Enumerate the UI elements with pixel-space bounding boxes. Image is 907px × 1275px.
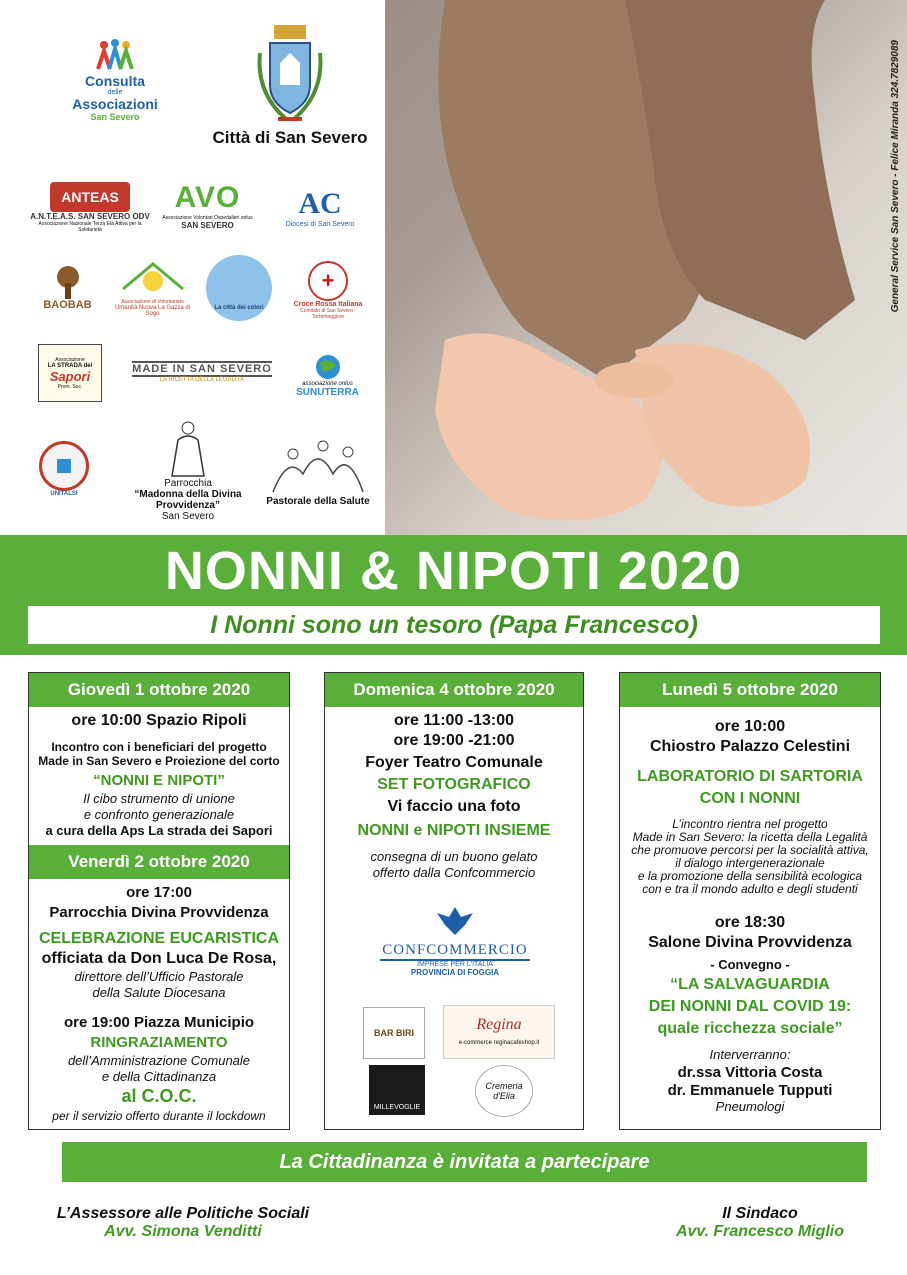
day2-note: dell’Amministrazione Comunale <box>67 1053 251 1068</box>
logo-text: UNITALSI <box>50 491 78 497</box>
signature-name: Avv. Francesco Miglio <box>675 1223 845 1240</box>
logo-text: Pastorale della Salute <box>266 495 370 507</box>
day5-note: con e tra il mondo adulto e degli studenti <box>642 882 858 896</box>
logo-text: AVO <box>174 180 241 214</box>
day2-time: ore 17:00 <box>126 884 192 901</box>
day4-event: SET FOTOGRAFICO <box>377 776 531 793</box>
hands-illustration <box>385 0 907 535</box>
day2-note: per il servizio offerto durante il lockdown <box>52 1109 266 1123</box>
day5-note: che promuove percorsi per la socialità attiva, <box>631 843 869 857</box>
logo-text: associazione onlus <box>302 380 353 387</box>
gazza-logo <box>110 255 195 320</box>
logo-text: BAOBAB <box>43 299 92 311</box>
day4-event2: NONNI e NIPOTI INSIEME <box>357 822 551 839</box>
day2-place: Parrocchia Divina Provvidenza <box>49 904 269 921</box>
logo-text: delle <box>107 88 123 96</box>
day1-time: ore 10:00 Spazio Ripoli <box>71 712 247 729</box>
logo-text: Associazione <box>55 356 85 363</box>
day1-desc: Incontro con i beneficiari del progetto <box>51 740 267 754</box>
invitation-band <box>62 1142 867 1182</box>
subtitle: I Nonni sono un tesoro (Papa Francesco) <box>210 610 698 639</box>
hands-photo <box>385 0 907 535</box>
column-day4 <box>324 672 584 1130</box>
day4-note: offerto dalla Confcommercio <box>372 865 536 880</box>
signature-role: L’Assessore alle Politiche Sociali <box>56 1205 310 1222</box>
unitalsi-badge <box>39 441 89 491</box>
day1-note: Il cibo strumento di unione <box>83 791 235 806</box>
day1-event: “NONNI E NIPOTI” <box>93 772 225 789</box>
photo-credit: General Service San Severo - Felice Miranda 324.7829089 <box>890 40 901 313</box>
day4-place: Foyer Teatro Comunale <box>365 754 543 771</box>
day4-desc: Vi faccio una foto <box>387 798 521 815</box>
day1-desc: Made in San Severo e Proiezione del corto <box>38 754 280 768</box>
day2-desc: officiata da Don Luca De Rosa, <box>41 950 277 967</box>
sunuterra-logo <box>290 345 365 405</box>
logo-text: Umanità Nuova La Gazza di Sogo <box>114 304 191 317</box>
red-cross-icon: + <box>308 261 348 301</box>
logo-text: IMPRESE PER L'ITALIA <box>417 961 493 968</box>
day5-time2: ore 18:30 <box>714 914 786 931</box>
day5-event: CON I NONNI <box>699 790 801 807</box>
logo-text: AC <box>298 186 342 220</box>
eagle-icon <box>435 903 475 937</box>
day2-note: della Salute Diocesana <box>92 985 226 1000</box>
day5-event2: DEI NONNI DAL COVID 19: <box>648 998 852 1015</box>
signature-name: Avv. Simona Venditti <box>104 1223 262 1240</box>
unitalsi-logo <box>28 440 100 498</box>
people-icon <box>96 39 134 73</box>
logo-text: Prom. Soc. <box>57 383 83 390</box>
azione-cattolica-logo <box>280 178 360 236</box>
logo-text: MADE IN SAN SEVERO <box>132 363 272 375</box>
logo-text: Consulta <box>85 72 145 89</box>
invitation-text: La Cittadinanza è invitata a partecipare <box>279 1150 650 1173</box>
day2-event2: RINGRAZIAMENTO <box>90 1034 228 1051</box>
logo-text: PROVINCIA DI FOGGIA <box>410 968 500 977</box>
day4-time: ore 19:00 -21:00 <box>393 732 515 749</box>
baobab-logo <box>30 258 105 318</box>
avo-logo <box>160 172 255 238</box>
logo-text: Parrocchia <box>164 477 212 489</box>
logo-text: Associazione Nazionale Terza Età Attiva per la Solidarietà <box>38 221 142 233</box>
confcommercio-logo <box>380 903 530 983</box>
consulta-associazioni-logo <box>45 35 185 125</box>
column-day1-day2 <box>28 672 290 1130</box>
logo-text: ANTEAS <box>50 182 130 212</box>
day1-organizer: a cura della Aps La strada dei Sapori <box>45 823 273 838</box>
logo-text: SAN SEVERO <box>181 220 234 230</box>
day2-event: CELEBRAZIONE EUCARISTICA <box>38 930 279 947</box>
citta-dei-colori-logo <box>203 255 275 321</box>
city-name: Città di San Severo <box>212 127 368 147</box>
day5-event2: “LA SALVAGUARDIA <box>670 976 830 993</box>
logo-text: e-commerce reginacafeshop.it <box>458 1040 540 1046</box>
day5-convegno: - Convegno - <box>710 957 790 972</box>
logo-text: Associazioni <box>72 95 158 112</box>
made-in-san-severo-logo <box>132 355 272 389</box>
day5-place: Chiostro Palazzo Celestini <box>649 738 851 755</box>
logo-text: Diocesi di San Severo <box>285 220 355 228</box>
logo-text: Croce Rossa Italiana <box>293 300 363 308</box>
logo-text: CONFCOMMERCIO <box>380 942 530 961</box>
day1-header: Giovedì 1 ottobre 2020 <box>29 673 289 707</box>
citta-san-severo-logo <box>205 10 375 160</box>
day5-note: il dialogo intergenerazionale <box>675 856 825 870</box>
millevoglie-logo: MILLEVOGLIE <box>369 1065 425 1115</box>
subtitle-box <box>28 606 880 644</box>
day2-header: Venerdì 2 ottobre 2020 <box>29 845 289 879</box>
page-title: NONNI & NIPOTI 2020 <box>164 541 743 601</box>
bar-biri-logo: BAR BIRI <box>363 1007 425 1059</box>
croce-rossa-logo <box>288 258 368 322</box>
logo-text: “Madonna della Divina Provvidenza” <box>134 488 242 511</box>
day5-speaker: dr. Emmanuele Tupputi <box>667 1082 833 1099</box>
partner-logos-panel <box>0 0 385 535</box>
globe-icon <box>310 353 346 381</box>
logo-text: Sapori <box>49 368 91 384</box>
day5-place2: Salone Divina Provvidenza <box>648 934 852 951</box>
day2-coc: al C.O.C. <box>121 1086 197 1106</box>
day5-note: e la promozione della sensibilità ecologica <box>637 869 863 883</box>
day4-time: ore 11:00 -13:00 <box>393 712 515 729</box>
day5-note: L’incontro rientra nel progetto <box>672 817 828 831</box>
regina-logo <box>443 1005 555 1059</box>
day2-time2: ore 19:00 Piazza Municipio <box>63 1014 255 1031</box>
day5-event: LABORATORIO DI SARTORIA <box>637 768 863 785</box>
parrocchia-logo <box>103 418 273 523</box>
logo-text: LA STRADA dei <box>47 362 93 369</box>
sketch-figures-icon <box>268 434 368 496</box>
day5-event2: quale ricchezza sociale” <box>657 1020 843 1037</box>
day1-note: e confronto generazionale <box>83 807 235 822</box>
cremeria-logo: Cremeria d'Elia <box>475 1065 533 1117</box>
signature-assessore <box>38 1205 328 1241</box>
signature-role: Il Sindaco <box>722 1205 798 1222</box>
colori-circle <box>206 255 272 321</box>
day2-note: e della Cittadinanza <box>101 1069 217 1084</box>
day4-header: Domenica 4 ottobre 2020 <box>325 673 583 707</box>
day5-header: Lunedì 5 ottobre 2020 <box>620 673 880 707</box>
tree-icon <box>48 265 88 299</box>
day5-note: Pneumologi <box>715 1099 785 1114</box>
day4-note: consegna di un buono gelato <box>370 849 538 864</box>
logo-text: SUNUTERRA <box>296 386 359 398</box>
logo-text: Associazione Volontari Ospedalieri onlus <box>162 214 253 221</box>
day2-note: direttore dell’Ufficio Pastorale <box>74 969 244 984</box>
day5-note: Made in San Severo: la ricetta della Legalità <box>632 830 868 844</box>
logo-text: San Severo <box>161 510 215 522</box>
logo-text: A.N.T.E.A.S. SAN SEVERO ODV <box>30 212 150 221</box>
pastorale-salute-logo <box>262 425 374 515</box>
day5-time: ore 10:00 <box>714 718 786 735</box>
logo-text: Regina <box>476 1016 522 1033</box>
strada-sapori-logo <box>38 344 102 402</box>
anteas-logo <box>30 175 150 240</box>
day5-speakers-label: Interverranno: <box>709 1047 791 1062</box>
logo-text: Associazione di Volontariato <box>121 298 184 305</box>
column-day5 <box>619 672 881 1130</box>
logo-text: San Severo <box>90 111 140 122</box>
madonna-icon <box>166 420 210 478</box>
coat-of-arms-icon <box>250 23 330 128</box>
logo-text: La città dei colori <box>214 305 264 311</box>
sun-house-icon <box>118 259 188 299</box>
logo-text: LA RICETTA DELLA LEGALITÀ <box>159 377 245 383</box>
logo-text: Comitato di San Severo - Torremaggiore <box>300 307 356 320</box>
signature-sindaco <box>655 1205 865 1241</box>
day5-speaker: dr.ssa Vittoria Costa <box>677 1064 823 1081</box>
